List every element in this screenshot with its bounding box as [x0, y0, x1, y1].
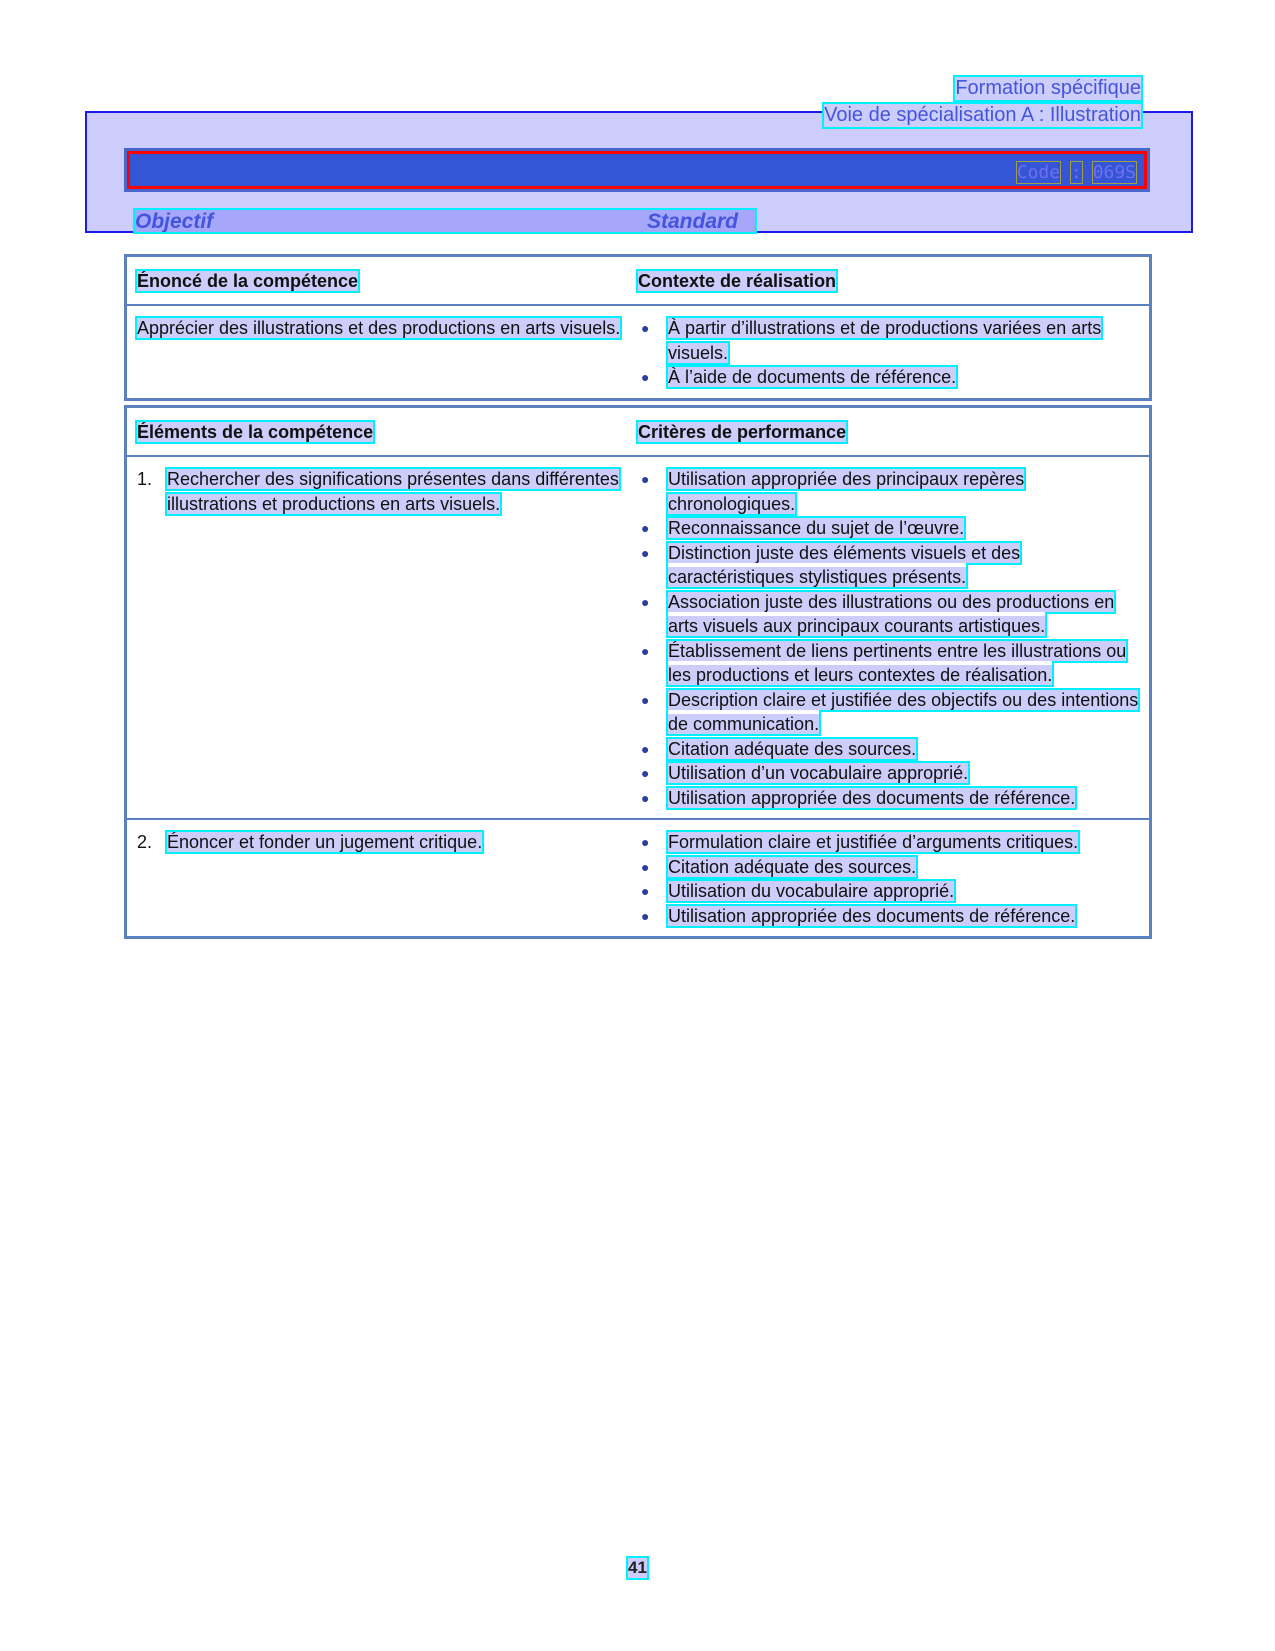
competency-statement: Apprécier des illustrations et des productions en arts visuels. — [137, 318, 621, 338]
list-item: ● Citation adéquate des sources. — [638, 737, 1139, 762]
statement-header: Énoncé de la compétence — [137, 271, 359, 291]
criteria-list — [638, 830, 1139, 928]
bullet-icon: ● — [641, 471, 650, 487]
criteria-header: Critères de performance — [638, 422, 847, 442]
bullet-icon: ● — [641, 320, 650, 336]
bullet-icon: ● — [641, 544, 650, 561]
list-item: ● À partir d’illustrations et de productions variées en arts visuels. — [641, 318, 1102, 363]
competency-table — [124, 254, 1152, 401]
bullet-icon: ● — [641, 858, 650, 875]
bullet-icon: ● — [641, 593, 650, 610]
program-label: Formation spécifique — [955, 77, 1141, 99]
list-item: ● Citation adéquate des sources. — [638, 855, 1139, 880]
list-item: ● Reconnaissance du sujet de l’œuvre. — [638, 516, 1139, 541]
code-bar — [124, 148, 1150, 192]
list-item: ● Utilisation appropriée des documents de référence. — [638, 786, 1139, 811]
list-item: ● Distinction juste des éléments visuels et des caractéristiques stylistiques présents. — [641, 542, 1021, 587]
list-item: ● Description claire et justifiée des objectifs ou des intentions de communication. — [641, 689, 1139, 734]
element-number: 2. — [137, 832, 153, 852]
objective-standard-row — [135, 210, 755, 232]
table-row — [127, 457, 1149, 820]
objective-heading: Objectif — [135, 210, 214, 233]
bullet-icon: ● — [641, 789, 650, 806]
bullet-icon: ● — [641, 834, 650, 850]
element-number: 1. — [137, 469, 153, 489]
code-value: 069S — [1092, 162, 1136, 183]
list-item: ● Utilisation d’un vocabulaire approprié. — [638, 761, 1139, 786]
elements-table — [124, 405, 1152, 939]
bullet-icon: ● — [641, 883, 650, 899]
bullet-icon: ● — [641, 691, 650, 708]
list-item: ● Utilisation appropriée des documents de référence. — [638, 904, 1139, 929]
context-header: Contexte de réalisation — [638, 271, 837, 291]
list-item: ● Formulation claire et justifiée d’arguments critiques. — [638, 830, 1139, 855]
bullet-icon: ● — [641, 520, 650, 536]
element-text: Énoncer et fonder un jugement critique. — [167, 832, 483, 852]
criteria-list — [638, 467, 1139, 810]
code-separator: : — [1070, 162, 1082, 183]
elements-header: Éléments de la compétence — [137, 422, 374, 442]
element-text: Rechercher des significations présentes dans différentes illustrations et productions en arts visuels. — [167, 469, 619, 514]
table-row — [127, 820, 1149, 936]
list-item: ● Établissement de liens pertinents entre les illustrations ou les productions et leurs contextes de réalisation. — [641, 640, 1127, 685]
bullet-icon: ● — [641, 369, 650, 385]
code-label: Code — [1016, 162, 1061, 183]
bullet-icon: ● — [641, 907, 650, 924]
bullet-icon: ● — [641, 765, 650, 781]
specialization-label: Voie de spécialisation A : Illustration — [824, 104, 1141, 126]
page-number: 41 — [628, 1558, 647, 1577]
bullet-icon: ● — [641, 740, 650, 757]
list-item: ● Utilisation du vocabulaire approprié. — [638, 879, 1139, 904]
context-list — [638, 316, 1139, 390]
list-item: ● Utilisation appropriée des principaux repères chronologiques. — [641, 469, 1025, 514]
list-item: ● À l’aide de documents de référence. — [638, 365, 1139, 390]
list-item: ● Association juste des illustrations ou des productions en arts visuels aux principaux courants artistiques. — [641, 591, 1115, 636]
course-code — [1017, 162, 1136, 183]
standard-heading: Standard — [647, 210, 739, 233]
bullet-icon: ● — [641, 642, 650, 659]
